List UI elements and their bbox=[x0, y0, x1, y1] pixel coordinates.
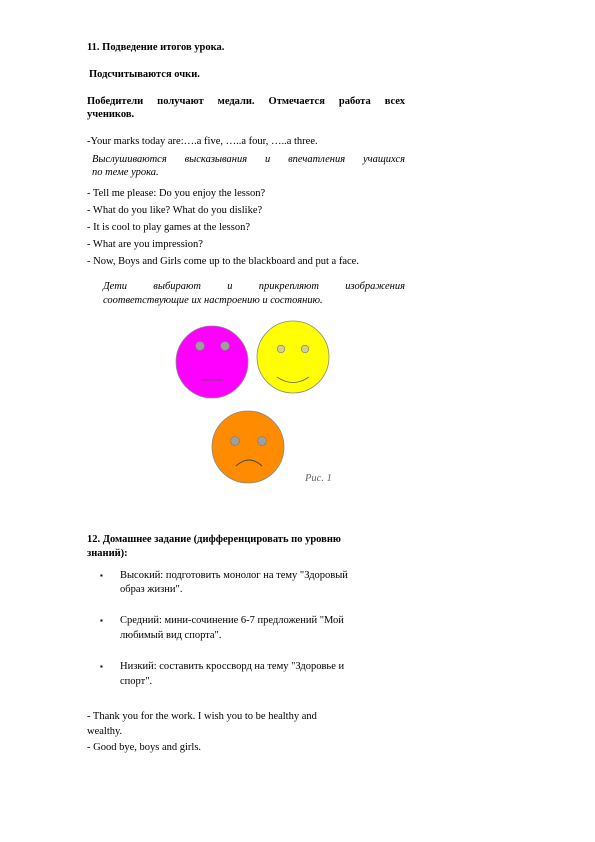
homework-low-line-1: Низкий: составить кроссворд на тему "Здоровье и bbox=[120, 661, 345, 672]
question-3: - It is cool to play games at the lesson? bbox=[87, 222, 251, 233]
bullet-1: ▪ bbox=[100, 571, 103, 580]
winners-line-1: Победители получают медали. Отмечается работа всех bbox=[87, 96, 405, 107]
neutral-face bbox=[176, 326, 248, 398]
children-line-2: соответствующие их настроению и состоянию. bbox=[103, 295, 323, 306]
homework-medium-line-1: Средний: мини-сочинение 6-7 предложений "Мой bbox=[120, 615, 344, 626]
note-line-2: по теме урока. bbox=[92, 167, 159, 178]
homework-high-line-1: Высокий: подготовить монолог на тему "Здоровый bbox=[120, 570, 348, 581]
homework-low-line-2: спорт". bbox=[120, 676, 153, 687]
question-5: - Now, Boys and Girls come up to the blackboard and put a face. bbox=[87, 256, 359, 267]
figure-caption: Рис. 1 bbox=[305, 473, 332, 484]
homework-high-line-2: образ жизни". bbox=[120, 584, 183, 595]
bullet-2: ▪ bbox=[100, 616, 103, 625]
section-11-heading: 11. Подведение итогов урока. bbox=[87, 42, 225, 53]
question-4: - What are you impression? bbox=[87, 239, 203, 250]
happy-face bbox=[257, 321, 329, 393]
winners-line-2: учеников. bbox=[87, 109, 135, 120]
marks-line: -Your marks today are:….a five, …..a four, …..a three. bbox=[87, 136, 318, 147]
question-1: - Tell me please: Do you enjoy the lesson? bbox=[87, 188, 266, 199]
points-line: Подсчитываются очки. bbox=[89, 69, 200, 80]
sad-face bbox=[212, 411, 284, 483]
section-12-heading-1: 12. Домашнее задание (дифференцировать по уровню bbox=[87, 534, 341, 545]
homework-medium-line-2: любимый вид спорта". bbox=[120, 630, 222, 641]
note-line-1: Выслушиваются высказывания и впечатления учащихся bbox=[92, 154, 405, 165]
bullet-3: ▪ bbox=[100, 662, 103, 671]
section-12-heading-2: знаний): bbox=[87, 548, 128, 559]
closing-line-1: - Thank you for the work. I wish you to be healthy and bbox=[87, 711, 317, 722]
closing-line-3: - Good bye, boys and girls. bbox=[87, 742, 202, 753]
question-2: - What do you like? What do you dislike? bbox=[87, 205, 263, 216]
closing-line-2: wealthy. bbox=[87, 726, 123, 737]
children-line-1: Дети выбирают и прикрепляют изображения bbox=[103, 281, 405, 292]
